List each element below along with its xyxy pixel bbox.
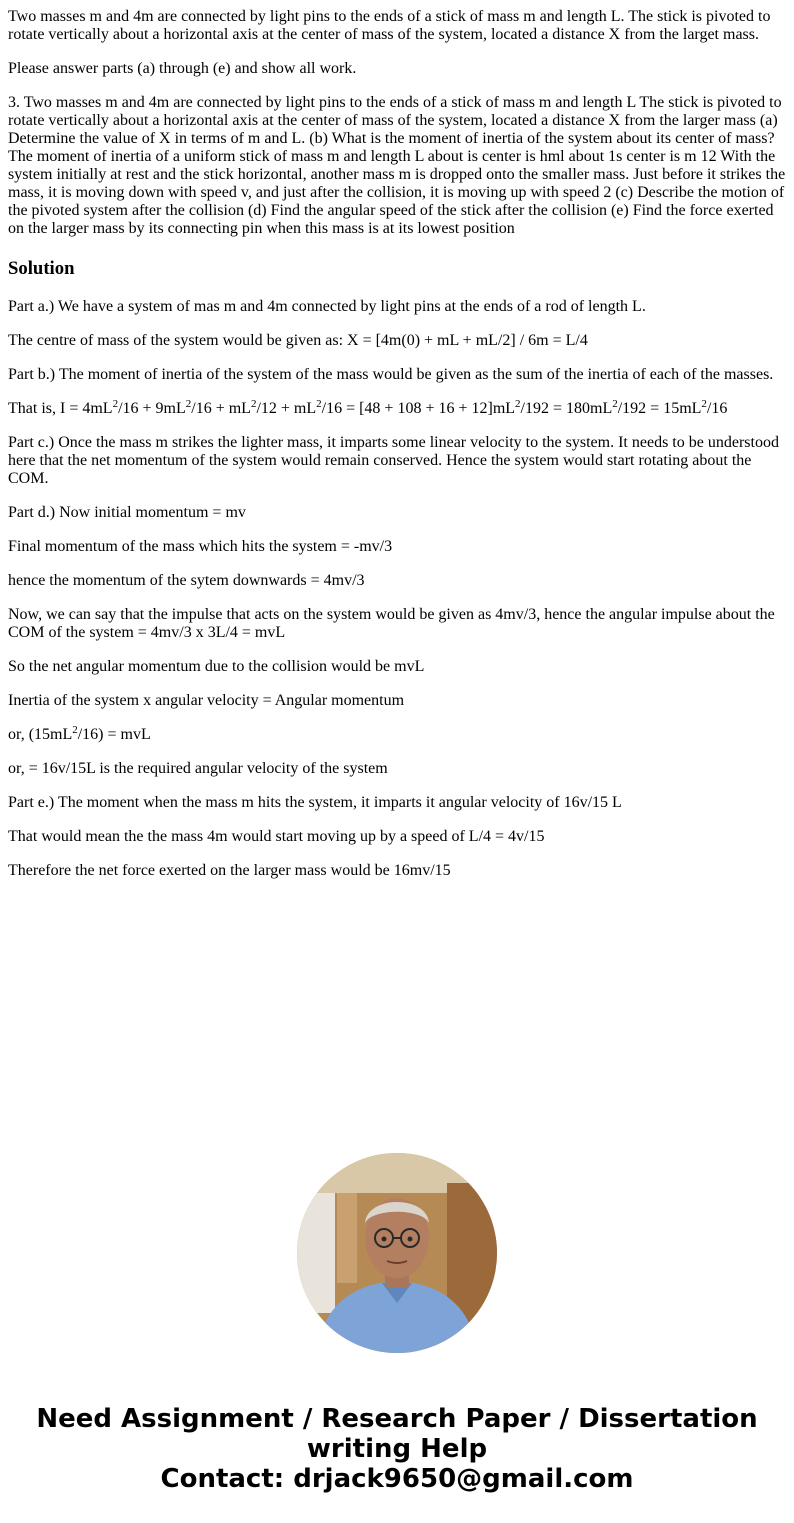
part-d-net-angular-momentum: So the net angular momentum due to the collision would be mvL [8,658,425,675]
eq-segment: or, (15mL [8,726,73,743]
exponent: 2 [112,398,119,410]
eq-segment: /16 [706,400,728,417]
eq-segment: /16) = mvL [77,726,151,743]
part-e-speed: That would mean the the mass 4m would start moving up by a speed of L/4 = 4v/15 [8,828,545,845]
eq-segment: /16 + 9mL [118,400,186,417]
eq-segment: /16 = [48 + 108 + 16 + 12]mL [321,400,516,417]
eq-segment: /12 + mL [256,400,317,417]
part-d-system-momentum: hence the momentum of the sytem downwards = 4mv/3 [8,572,365,589]
exponent: 2 [612,398,618,410]
exponent: 2 [515,398,521,410]
eq-segment: /192 = 15mL [617,400,702,417]
contact-line: Contact: drjack9650@gmail.com [160,1464,634,1494]
part-d-result: or, = 16v/15L is the required angular velocity of the system [8,760,388,777]
full-problem-text: 3. Two masses m and 4m are connected by light pins to the ends of a stick of mass m and length L The stick is pivoted to rotate vertically about a horizontal axis at the center of mass of the system, located a distance X from the larger mass (a) Determine the value of X in terms of m and L. (b) What is the moment of inertia of the system about its center of mass? The moment of inertia of a uniform stick of mass m and length L about is center is hml about 1s center is m 12 With the system initially at rest and the stick horizontal, another mass m is dropped onto the smaller mass. Just before it strikes the mass, it is moving down with speed v, and just after the collision, it is moving up with speed 2 (c) Describe the motion of the pivoted system after the collision (d) Find the angular speed of the stick after the collision (e) Find the force exerted on the larger mass by its connecting pin when this mass is at its lowest position [8,94,786,237]
exponent: 2 [701,398,707,410]
exponent: 2 [72,724,78,736]
instruction-text: Please answer parts (a) through (e) and show all work. [8,60,357,77]
part-d-equation [8,726,787,744]
part-b-inertia-equation [8,400,787,418]
part-d-angular-impulse: Now, we can say that the impulse that acts on the system would be given as 4mv/3, hence the angular impulse about the COM of the system = 4mv/3 x 3L/4 = mvL [8,606,775,641]
part-d-final-momentum: Final momentum of the mass which hits the system = -mv/3 [8,538,393,555]
avatar [297,1153,497,1353]
part-c-text: Part c.) Once the mass m strikes the lighter mass, it imparts some linear velocity to the system. It needs to be understood here that the net momentum of the system would remain conserved. Hence the system would start rotating about the COM. [8,434,779,487]
exponent: 2 [250,398,257,410]
document-body [8,8,787,896]
question-summary: Two masses m and 4m are connected by light pins to the ends of a stick of mass m and length L. The stick is pivoted to rotate vertically about a horizontal axis at the center of mass of the system, located a distance X from the larget mass. [8,8,771,43]
part-d-relation: Inertia of the system x angular velocity = Angular momentum [8,692,405,709]
part-d-initial-momentum: Part d.) Now initial momentum = mv [8,504,246,521]
part-e-result: Therefore the net force exerted on the larger mass would be 16mv/15 [8,862,451,879]
part-e-intro: Part e.) The moment when the mass m hits the system, it imparts it angular velocity of 16v/15 L [8,794,622,811]
avatar-portrait [297,1153,497,1353]
exponent: 2 [316,398,322,410]
footer-line: writing Help [306,1434,488,1464]
solution-heading: Solution [8,258,75,279]
eq-segment: /16 + mL [191,400,251,417]
part-a-intro: Part a.) We have a system of mas m and 4m connected by light pins at the ends of a rod of length L. [8,298,646,315]
eq-segment: /192 = 180mL [520,400,613,417]
part-b-intro: Part b.) The moment of inertia of the system of the mass would be given as the sum of the inertia of each of the masses. [8,366,774,383]
eq-segment: That is, I = 4mL [8,400,113,417]
footer-banner [0,1404,794,1494]
exponent: 2 [185,398,192,410]
footer-line: Need Assignment / Research Paper / Dissertation [36,1404,758,1434]
part-a-com-equation: The centre of mass of the system would be given as: X = [4m(0) + mL + mL/2] / 6m = L/4 [8,332,588,349]
